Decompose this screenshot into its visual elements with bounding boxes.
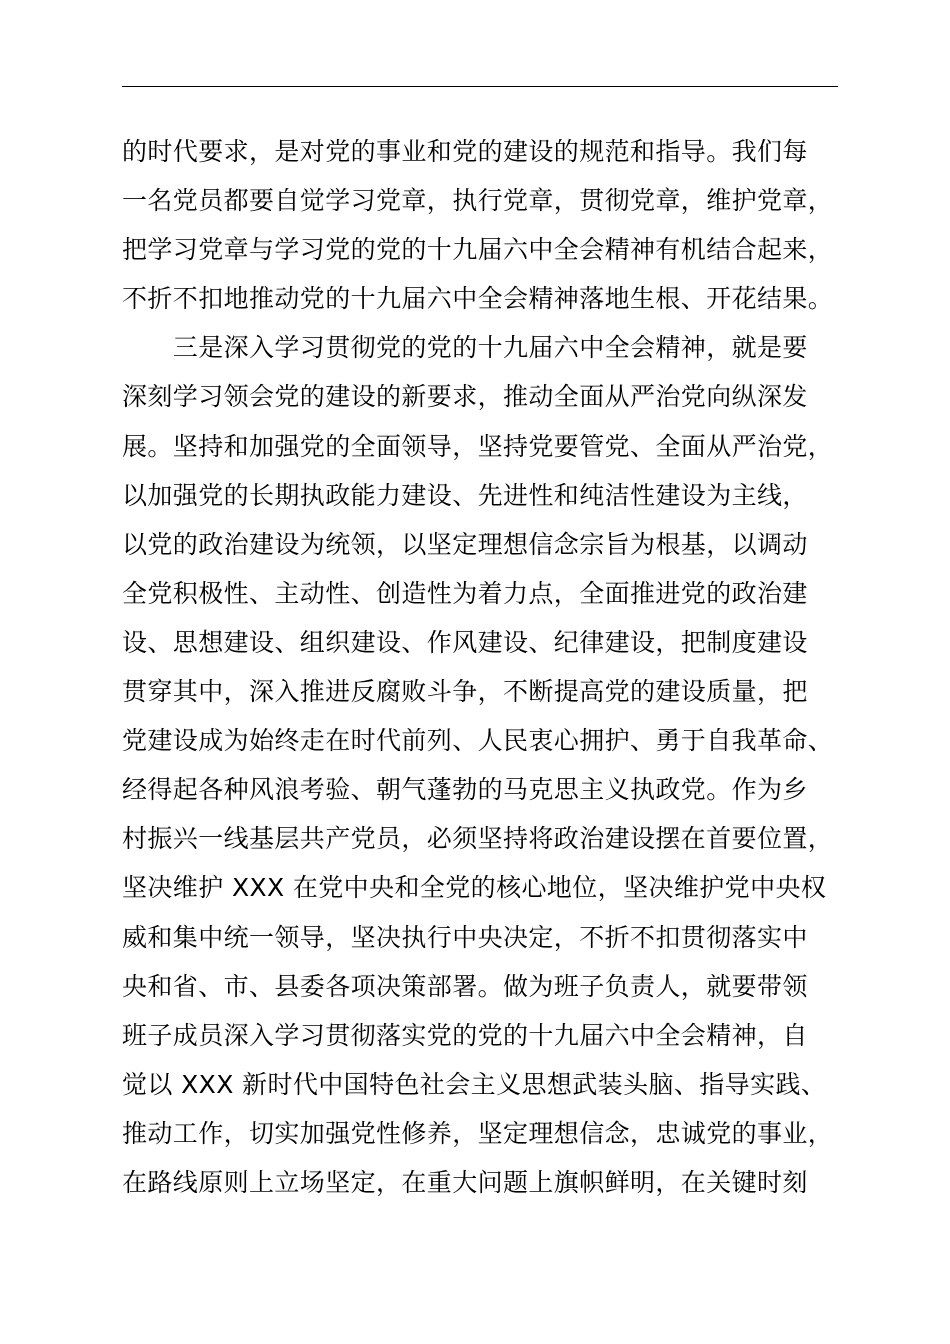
text-line: 三是深入学习贯彻党的党的十九届六中全会精神，就是要 <box>122 333 808 363</box>
text-line: 以加强党的长期执政能力建设、先进性和纯洁性建设为主线， <box>122 480 808 510</box>
document-body <box>122 127 862 1207</box>
text-line: 觉以 XXX 新时代中国特色社会主义思想武装头脑、指导实践、 <box>122 1069 827 1099</box>
text-line: 把学习党章与学习党的党的十九届六中全会精神有机结合起来， <box>122 235 834 265</box>
text-line: 经得起各种风浪考验、朝气蓬勃的马克思主义执政党。作为乡 <box>122 775 808 805</box>
text-line: 党建设成为始终走在时代前列、人民衷心拥护、勇于自我革命、 <box>122 726 834 756</box>
text-line: 的时代要求，是对党的事业和党的建设的规范和指导。我们每 <box>122 137 808 166</box>
text-line: 在路线原则上立场坚定，在重大问题上旗帜鲜明，在关键时刻 <box>122 1167 808 1197</box>
text-line: 一名党员都要自觉学习党章，执行党章，贯彻党章，维护党章， <box>122 186 834 216</box>
text-line: 展。坚持和加强党的全面领导，坚持党要管党、全面从严治党， <box>122 431 834 461</box>
text-line: 村振兴一线基层共产党员，必须坚持将政治建设摆在首要位置， <box>122 824 834 854</box>
text-line: 设、思想建设、组织建设、作风建设、纪律建设，把制度建设 <box>122 627 808 657</box>
text-line: 以党的政治建设为统领，以坚定理想信念宗旨为根基，以调动 <box>122 529 808 559</box>
text-line: 全党积极性、主动性、创造性为着力点，全面推进党的政治建 <box>122 578 808 608</box>
text-line: 贯穿其中，深入推进反腐败斗争，不断提高党的建设质量，把 <box>122 677 808 707</box>
text-line: 央和省、市、县委各项决策部署。做为班子负责人，就要带领 <box>122 971 808 1001</box>
text-line: 不折不扣地推动党的十九届六中全会精神落地生根、开花结果。 <box>122 284 834 314</box>
text-line: 深刻学习领会党的建设的新要求，推动全面从严治党向纵深发 <box>122 382 808 412</box>
text-line: 坚决维护 XXX 在党中央和全党的核心地位，坚决维护党中央权 <box>122 873 827 903</box>
text-line: 推动工作，切实加强党性修养，坚定理想信念，忠诚党的事业， <box>122 1118 834 1148</box>
header-rule <box>122 86 838 87</box>
text-line: 班子成员深入学习贯彻落实党的党的十九届六中全会精神，自 <box>122 1020 808 1050</box>
text-line: 威和集中统一领导，坚决执行中央决定，不折不扣贯彻落实中 <box>122 922 808 952</box>
